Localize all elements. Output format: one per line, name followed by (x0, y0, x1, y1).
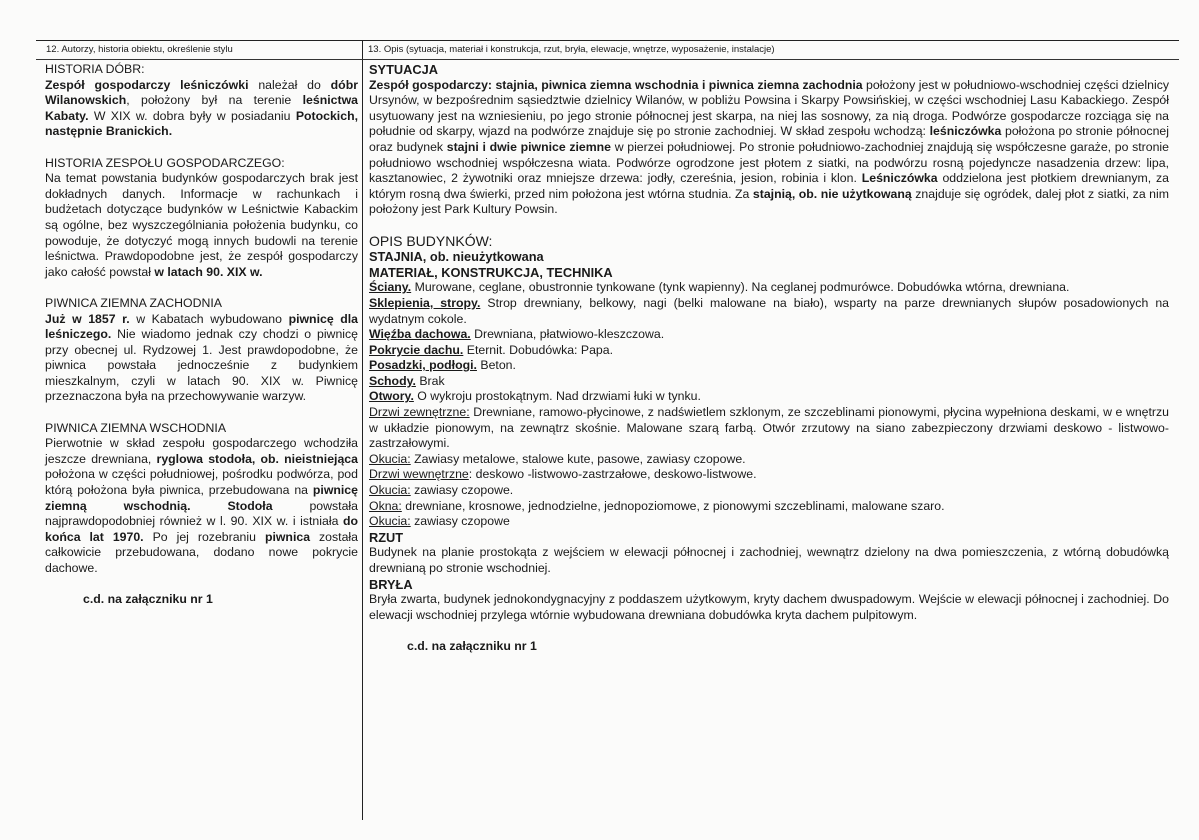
schody-text: Schody. Brak (369, 373, 445, 388)
sciany-text: Ściany. Murowane, ceglane, obustronnie tynkowane (tynk wapienny). Na ceglanej podmurówce. Dobudówka wtórna, drewniana. (369, 280, 1070, 295)
form-sheet (36, 40, 1179, 820)
heading-historia-zespolu: HISTORIA ZESPOŁU GOSPODARCZEGO: (45, 155, 285, 170)
heading-piwnica-wschodnia: PIWNICA ZIEMNA WSCHODNIA (45, 420, 227, 435)
continuation-note-right: c.d. na załączniku nr 1 (407, 638, 537, 653)
okna-text: Okna: drewniane, krosnowe, jednodzielne, jednopoziomowe, z pionowymi szczeblinami, malowane szaro. (369, 498, 945, 513)
heading-material: MATERIAŁ, KONSTRUKCJA, TECHNIKA (369, 264, 613, 280)
right-column-header: 13. Opis (sytuacja, materiał i konstrukcja, rzut, bryła, elewacje, wnętrze, wyposażenie, instalacje) (368, 44, 775, 55)
okucia-3-text: Okucia: zawiasy czopowe (369, 514, 510, 529)
historia-dobr-text: Zespół gospodarczy leśniczówki należał do dóbr Wilanowskich, położony był na terenie leśnictwa Kabaty. W XIX w. dobra były w posiadaniu Potockich, następnie Branickich. (45, 77, 358, 139)
piwnica-zachodnia-text: Już w 1857 r. w Kabatach wybudowano piwnicę dla leśniczego. Nie wiadomo jednak czy chodzi o piwnicę przy obecnej ul. Rydzowej 1. Jest prawdopodobne, że piwnica powstała jednocześnie z budynkiem mieszkalnym, czyli w latach 90. XIX w. Piwnicę przeznaczona była na przechowywanie warzyw. (45, 311, 358, 404)
pokrycie-text: Pokrycie dachu. Eternit. Dobudówka: Papa. (369, 342, 614, 357)
history-column (45, 62, 358, 608)
heading-bryla: BRYŁA (369, 576, 413, 592)
left-column-header: 12. Autorzy, historia obiektu, określenie stylu (46, 44, 233, 55)
description-column (369, 62, 1169, 655)
rzut-text: Budynek na planie prostokąta z wejściem w elewacji północnej i zachodniej, wewnątrz dzielony na dwa pomieszczenia, z wtórną dobudówką drewnianą po stronie wschodniej. (369, 545, 1169, 575)
column-divider (362, 40, 363, 820)
heading-opis-budynkow: OPIS BUDYNKÓW: (369, 232, 493, 249)
heading-piwnica-zachodnia: PIWNICA ZIEMNA ZACHODNIA (45, 295, 222, 310)
sklepienia-text: Sklepienia, stropy. Strop drewniany, belkowy, nagi (belki malowane na biało), wsparty na parze drewnianych słupów posadowionych na wydatnym cokole. (369, 295, 1170, 326)
okucia-2-text: Okucia: zawiasy czopowe. (369, 483, 514, 498)
top-border (36, 40, 1179, 41)
otwory-text: Otwory. O wykroju prostokątnym. Nad drzwiami łuki w tynku. (369, 389, 701, 404)
heading-historia-dobr: HISTORIA DÓBR: (45, 62, 145, 76)
drzwi-zewnetrzne-text: Drzwi zewnętrzne: Drewniane, ramowo-płycinowe, z nadświetlem szklonym, ze szczeblinami pionowymi, płycina wypełniona deskami, w e wnętrzu w układzie pionowym, na zewnątrz skośnie. Malowane szarą farbą. Otwór zrzutowy na siano zabezpieczony drzwiami deskowo - listwowo- zastrzałowymi. (369, 405, 1170, 451)
header-underline (36, 59, 1179, 60)
historia-zespolu-text: Na temat powstania budynków gospodarczych brak jest dokładnych danych. Informacje w rachunkach i budżetach dotyczące budynków w Leśnictwie Kabackim są ogólne, bez wyszczególniania położenia budynku, co powoduje, że dotyczyć mogą innych budowli na terenie leśnictwa. Prawdopodobne jest, że zespół gospodarczy jako całość powstał w latach 90. XIX w. (45, 171, 358, 279)
bryla-text: Bryła zwarta, budynek jednokondygnacyjny z poddaszem użytkowym, kryty dachem dwuspadowym. Wejście w elewacji północnej i zachodniej. Do elewacji wschodniej przylega wtórnie wybudowana drewniana dobudówka kryta dachem pulpitowym. (369, 592, 1169, 622)
heading-stajnia: STAJNIA, ob. nieużytkowana (369, 249, 544, 265)
heading-sytuacja: SYTUACJA (369, 62, 438, 77)
piwnica-wschodnia-text: Pierwotnie w skład zespołu gospodarczego wchodziła jeszcze drewniana, ryglowa stodoła, ob. nieistniejąca położona w części południowej, pośrodku podwórza, pod którą położona była piwnica, przebudowana na piwnicę ziemną wschodnią. Stodoła powstała najprawdopodobniej również w l. 90. XIX w. i istniała do końca lat 1970. Po jej rozebraniu piwnica została całkowicie przebudowana, dodano nowe pokrycie dachowe. (45, 436, 358, 575)
drzwi-wewnetrzne-text: Drzwi wewnętrzne: deskowo -listwowo-zastrzałowe, deskowo-listwowe. (369, 467, 757, 482)
okucia-1-text: Okucia: Zawiasy metalowe, stalowe kute, pasowe, zawiasy czopowe. (369, 451, 746, 466)
posadzki-text: Posadzki, podłogi. Beton. (369, 358, 516, 373)
heading-rzut: RZUT (369, 529, 404, 545)
sytuacja-text: Zespół gospodarczy: stajnia, piwnica ziemna wschodnia i piwnica ziemna zachodnia położony jest w południowo-wschodniej części dzielnicy Ursynów, w bezpośrednim sąsiedztwie dzielnicy Wilanów, w pobliżu Powsina i Skarpy Powsińskiej, w części wschodniej Lasu Kabackiego. Zespół usytuowany jest na wzniesieniu, po jego stronie północnej jest skarpa, na niej las sosnowy, za nią droga. Podwórze gospodarcze rozciąga się na południe od skarpy, wjazd na podwórze znajduje się po stronie zachodniej. W skład zespołu wchodzą: leśniczówka położona po stronie północnej oraz budynek stajni i dwie piwnice ziemne w pierzei południowej. Po stronie południowo-zachodniej znajdują się współczesne garaże, po stronie południowo wschodniej współczesna wiata. Podwórze ogrodzone jest płotem z siatki, na podwórzu rosną pojedyncze nasadzenia drzew: lipa, kasztanowiec, 2 żywotniki oraz mniejsze drzewa: jodły, czereśnia, jesion, robinia i klon. Leśniczówka oddzielona jest płotkiem drewnianym, za którym rosną dwa świerki, przed nim położona jest wtórna studnia. Za stajnią, ob. nie użytkowaną znajduje się ogródek, dalej płot z siatki, za nim położony jest Park Kultury Powsin. (369, 77, 1169, 217)
continuation-note-left: c.d. na załączniku nr 1 (83, 592, 213, 607)
wiezba-text: Więźba dachowa. Drewniana, płatwiowo-kleszczowa. (369, 327, 665, 342)
